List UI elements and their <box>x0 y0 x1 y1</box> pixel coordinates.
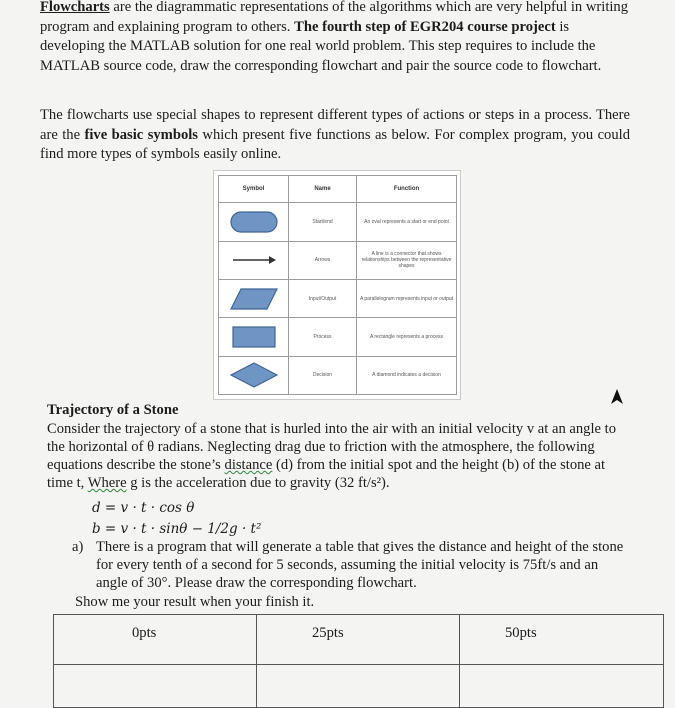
score-cell[interactable] <box>460 665 664 708</box>
trajectory-text-2: (d) from the initial spot and the height (b) of the stone at time t, <box>47 457 606 491</box>
intro-text-2: is developing the MATLAB solution for one real world problem. This step requires to include the MATLAB source code, draw the corresponding flowchart and pair the source code to flowchart. <box>40 18 602 74</box>
header-function: Function <box>357 176 457 203</box>
spellcheck-word: Where <box>87 475 127 491</box>
symbol-grid <box>218 175 457 395</box>
symbol-function: An oval represents a start or end point <box>357 203 457 241</box>
flowchart-symbol-table <box>213 170 461 400</box>
trajectory-description <box>47 420 627 492</box>
intro-paragraph <box>40 0 630 76</box>
trajectory-title: Trajectory of a Stone <box>47 402 179 418</box>
mouse-cursor-icon <box>609 388 625 406</box>
intro-bold: The fourth step of EGR204 course project <box>294 18 556 35</box>
intro-term: Flowcharts <box>40 0 110 15</box>
symbol-function: A diamond indicates a decision <box>357 356 457 394</box>
symbols-bold: five basic symbols <box>84 126 198 143</box>
score-0pts: 0pts <box>54 615 257 665</box>
score-cell[interactable] <box>54 665 257 708</box>
show-result-instruction: Show me your result when your finish it. <box>75 594 315 610</box>
symbol-function: A line is a connector that shows relationships between the representative shapes <box>357 241 457 279</box>
header-name: Name <box>289 176 357 203</box>
symbol-name: Input/Output <box>289 279 357 317</box>
symbol-name: Arrows <box>289 241 357 279</box>
spellcheck-word: distance <box>224 457 273 473</box>
symbol-name: Start/end <box>289 203 357 241</box>
symbol-function: A rectangle represents a process <box>357 318 457 356</box>
parallelogram-symbol-icon <box>219 279 289 317</box>
symbols-text-2: which present five functions as below. For complex program, you could find more types of symbols easily online. <box>40 126 631 162</box>
symbol-name: Decision <box>289 356 357 394</box>
symbols-text-1: The flowcharts use special shapes to represent different types of actions or steps in a process. There are the <box>40 107 630 143</box>
trajectory-text-1: Consider the trajectory of a stone that is hurled into the air with an initial velocity v at an angle to the horizontal of θ radians. Neglecting drag due to friction with the atmosphere, the following equations describe the stone’s <box>47 421 616 473</box>
diamond-symbol-icon <box>219 356 289 394</box>
score-25pts: 25pts <box>257 615 460 665</box>
question-text: There is a program that will generate a table that gives the distance and height of the stone for every tenth of a second for 5 seconds, assuming the initial velocity is 75ft/s and an angle of 30°. Please draw the corresponding flowchart. <box>96 539 624 591</box>
score-table <box>53 614 664 708</box>
arrow-symbol-icon <box>219 241 289 279</box>
symbols-paragraph <box>40 106 630 165</box>
score-50pts: 50pts <box>460 615 664 665</box>
rectangle-symbol-icon <box>219 318 289 356</box>
symbol-function: A parallelogram represents input or output <box>357 279 457 317</box>
score-cell[interactable] <box>257 665 460 708</box>
symbol-name: Process <box>289 318 357 356</box>
height-equation: b = v · t · sinθ − 1/2g · t² <box>92 521 262 537</box>
intro-text-1: are the diagrammatic representations of the algorithms which are very helpful in writing program and explaining program to others. <box>40 0 629 35</box>
question-label: a) <box>72 539 84 555</box>
oval-symbol-icon <box>219 203 289 241</box>
trajectory-text-3: g is the acceleration due to gravity (32 ft/s²). <box>126 475 390 491</box>
header-symbol: Symbol <box>219 176 289 203</box>
distance-equation: d = v · t · cos θ <box>92 500 195 516</box>
